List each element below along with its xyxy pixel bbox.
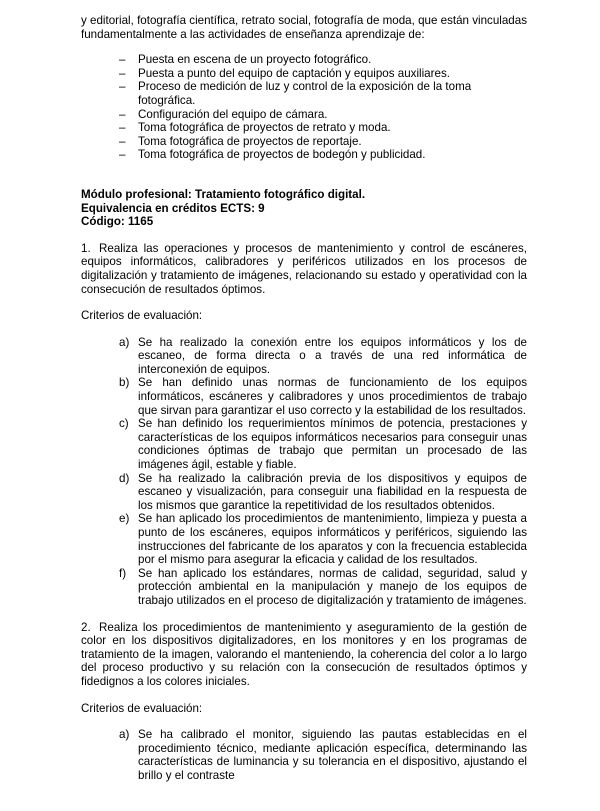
list-item: – Toma fotográfica de proyectos de bodegón y publicidad.: [119, 148, 426, 162]
learning-outcome-2: [81, 621, 527, 689]
intro-paragraph: y editorial, fotografía científica, retrato social, fotografía de moda, que están vinculadas fundamentalmente a las actividades de enseñanza aprendizaje de:: [81, 14, 527, 41]
list-item: – Puesta a punto del equipo de captación y equipos auxiliares.: [119, 66, 450, 80]
dash-bullet: –: [119, 134, 126, 148]
outcome-number: 2.: [81, 620, 91, 634]
item-letter: a): [119, 728, 130, 742]
item-letter: e): [119, 512, 130, 526]
dash-bullet: –: [119, 121, 126, 135]
item-letter: c): [119, 417, 129, 431]
item-letter: d): [119, 471, 130, 485]
dash-bullet: –: [119, 53, 126, 67]
list-item: b) Se han definido unas normas de funcionamiento de los equipos informáticos, escáneres y calibradores y unos procedimientos de trabajo que sirvan para garantizar el uso correcto y la estabilidad de los resultados.: [119, 376, 527, 417]
document-page: [81, 14, 527, 783]
dash-bullet: –: [119, 107, 126, 121]
item-letter: f): [119, 566, 127, 580]
criteria-heading: Criterios de evaluación:: [81, 309, 203, 323]
module-header: [81, 188, 527, 229]
list-item: – Toma fotográfica de proyectos de retrato y moda.: [119, 121, 391, 135]
module-credits: Equivalencia en créditos ECTS: 9: [81, 201, 265, 215]
learning-outcome-1: [81, 242, 527, 296]
criteria-list-2: [81, 728, 527, 782]
item-letter: a): [119, 335, 130, 349]
item-letter: b): [119, 376, 130, 390]
criteria-list-1: [81, 336, 527, 608]
list-item: – Toma fotográfica de proyectos de reportaje.: [119, 134, 362, 148]
module-title: Módulo profesional: Tratamiento fotográfico digital.: [81, 187, 366, 201]
list-item: – Puesta en escena de un proyecto fotográfico.: [119, 53, 372, 67]
dash-bullet: –: [119, 66, 126, 80]
list-item: a) Se ha calibrado el monitor, siguiendo las pautas establecidas en el procedimiento técnico, mediante aplicación específica, determinando las características de luminancia y su tolerancia en el dispositivo, ajustando el brillo y el contraste: [119, 728, 527, 782]
list-item: – Configuración del equipo de cámara.: [119, 107, 328, 121]
list-item: c) Se han definido los requerimientos mínimos de potencia, prestaciones y características de los equipos informáticos necesarios para conseguir unas condiciones óptimas de trabajo que permitan un procesado de las imágenes ágil, estable y fiable.: [119, 417, 527, 472]
list-item: a) Se ha realizado la conexión entre los equipos informáticos y los de escaneo, de forma directa o a través de una red informática de interconexión de equipos.: [119, 335, 527, 376]
list-item: – Proceso de medición de luz y control de la exposición de la toma fotográfica.: [119, 80, 472, 107]
activities-list: [81, 53, 527, 162]
outcome-text: Realiza las operaciones y procesos de mantenimiento y control de escáneres, equipos informáticos, calibradores y periféricos utilizados en los procesos de digitalización y tratamiento de imágenes, relacionando su estado y operatividad con la consecución de resultados óptimos.: [81, 241, 527, 296]
dash-bullet: –: [119, 80, 126, 94]
list-item: f) Se han aplicado los estándares, normas de calidad, seguridad, salud y protección ambiental en la manipulación y manejo de los equipos de trabajo utilizados en el proceso de digitalización y tratamiento de imágenes.: [119, 566, 527, 607]
list-item: d) Se ha realizado la calibración previa de los dispositivos y equipos de escaneo y visualización, para conseguir una fiabilidad en la respuesta de los mismos que garantice la repetitividad de los resultados obtenidos.: [119, 471, 527, 512]
module-code: Código: 1165: [81, 215, 154, 229]
dash-bullet: –: [119, 148, 126, 162]
outcome-text: Realiza los procedimientos de mantenimiento y aseguramiento de la gestión de color en los dispositivos digitalizadores, en los monitores y en los programas de tratamiento de la imagen, valorando el manteniendo, la coherencia del color a lo largo del proceso productivo y su relación con la consecución de resultados óptimos y fidedignos a los colores iniciales.: [81, 620, 527, 688]
criteria-heading: Criterios de evaluación:: [81, 701, 203, 715]
list-item: e) Se han aplicado los procedimientos de mantenimiento, limpieza y puesta a punto de los escáneres, equipos informáticos y periféricos, siguiendo las instrucciones del fabricante de los aparatos y con la frecuencia establecida por el mismo para asegurar la eficacia y calidad de los resultados.: [119, 512, 527, 567]
outcome-number: 1.: [81, 241, 91, 255]
